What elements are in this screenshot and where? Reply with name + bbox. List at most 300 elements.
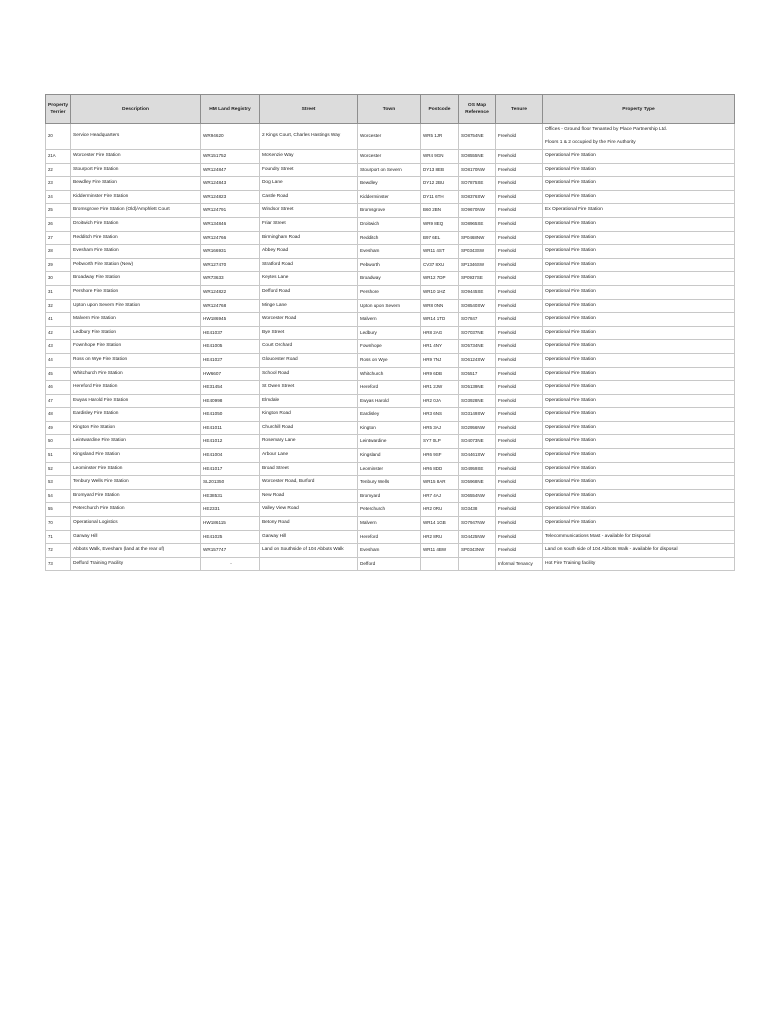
cell-description: Malvern Fire Station [71,313,201,327]
cell-description: Operational Logistics [71,517,201,531]
cell-description: Pebworth Fire Station (New) [71,258,201,272]
cell-terrier: 54 [46,489,71,503]
cell-hm-land-registry: SL201350 [201,476,260,490]
table-row [46,272,735,286]
cell-description: Evesham Fire Station [71,245,201,259]
cell-hm-land-registry: WR157747 [201,544,260,558]
table-row [46,517,735,531]
table-row [46,204,735,218]
cell-street: School Road [260,367,358,381]
cell-street: Broad Street [260,462,358,476]
cell-hm-land-registry: WR151752 [201,150,260,164]
cell-hm-land-registry: HE2331 [201,503,260,517]
cell-street: St Owen Street [260,381,358,395]
cell-description: Upton upon Severn Fire Station [71,299,201,313]
cell-terrier: 55 [46,503,71,517]
cell-town: Leintwardine [358,435,421,449]
cell-terrier: 21A [46,150,71,164]
cell-hm-land-registry: HE41017 [201,462,260,476]
cell-tenure: Freehold [496,124,543,150]
cell-os-map-reference: SO3438 [459,503,496,517]
cell-postcode: WR15 8AR [421,476,459,490]
cell-town: Droitwich [358,217,421,231]
cell-hm-land-registry: HE40998 [201,394,260,408]
property-type-line: Floors 1 & 2 occupied by the Fire Authority [545,139,636,145]
cell-street: Dog Lane [260,177,358,191]
cell-os-map-reference: SO2956NW [459,421,496,435]
cell-town: Upton upon Severn [358,299,421,313]
cell-terrier: 72 [46,544,71,558]
col-header-os-map-reference: OS Map Reference [459,95,496,124]
cell-os-map-reference: SO5517 [459,367,496,381]
cell-postcode: WR9 8EQ [421,217,459,231]
cell-hm-land-registry: HW186945 [201,313,260,327]
cell-os-map-reference: SO8540SW [459,299,496,313]
cell-tenure: Freehold [496,517,543,531]
cell-os-map-reference: SP1346SW [459,258,496,272]
property-type-line: Offices - Ground floor Tenanted by Place Partnership Ltd. [545,127,668,132]
cell-hm-land-registry: HE41011 [201,421,260,435]
cell-terrier: 30 [46,272,71,286]
table-row [46,530,735,544]
cell-hm-land-registry: HE41050 [201,408,260,422]
cell-property-type: Operational Fire Station [543,217,735,231]
cell-street: Worcester Road [260,313,358,327]
cell-os-map-reference: SO6124SW [459,353,496,367]
cell-property-type: Operational Fire Station [543,367,735,381]
cell-postcode: DY11 6TH [421,190,459,204]
cell-tenure: Freehold [496,258,543,272]
cell-town: Bromyard [358,489,421,503]
cell-os-map-reference: SO7847 [459,313,496,327]
cell-property-type: Operational Fire Station [543,435,735,449]
cell-os-map-reference: SO5968NE [459,476,496,490]
cell-terrier: 51 [46,449,71,463]
cell-os-map-reference: SO6554NW [459,489,496,503]
cell-terrier: 28 [46,245,71,259]
cell-postcode: HR1 4NY [421,340,459,354]
cell-description: Kidderminster Fire Station [71,190,201,204]
cell-property-type: Operational Fire Station [543,476,735,490]
cell-postcode: HR3 6NS [421,408,459,422]
cell-postcode [421,557,459,571]
cell-description: Tenbury Wells Fire Station [71,476,201,490]
table-row [46,326,735,340]
cell-property-type: Operational Fire Station [543,163,735,177]
cell-terrier: 53 [46,476,71,490]
cell-property-type: Operational Fire Station [543,421,735,435]
cell-town: Malvern [358,517,421,531]
cell-description: Stourport Fire Station [71,163,201,177]
cell-street: Kington Road [260,408,358,422]
cell-tenure: Freehold [496,421,543,435]
cell-street: Bye Street [260,326,358,340]
cell-terrier: 23 [46,177,71,191]
table-row [46,258,735,272]
cell-description: Hereford Fire Station [71,381,201,395]
cell-hm-land-registry: WR124791 [201,204,260,218]
cell-tenure: Freehold [496,353,543,367]
cell-property-type: Operational Fire Station [543,503,735,517]
cell-os-map-reference: SO9670NW [459,204,496,218]
table-row [46,408,735,422]
cell-tenure: Freehold [496,163,543,177]
cell-os-map-reference: SP0343SW [459,245,496,259]
cell-property-type: Operational Fire Station [543,408,735,422]
cell-description: Redditch Fire Station [71,231,201,245]
cell-terrier: 24 [46,190,71,204]
table-row [46,421,735,435]
cell-town: Redditch [358,231,421,245]
cell-terrier: 31 [46,285,71,299]
cell-os-map-reference: SO7875SE [459,177,496,191]
cell-terrier: 52 [46,462,71,476]
cell-property-type: Operational Fire Station [543,150,735,164]
cell-property-type: Operational Fire Station [543,177,735,191]
cell-property-type: Operational Fire Station [543,381,735,395]
table-row [46,217,735,231]
table-row [46,381,735,395]
cell-os-map-reference: SP0468NW [459,231,496,245]
cell-terrier: 46 [46,381,71,395]
cell-postcode: HR9 6DB [421,367,459,381]
cell-postcode: HR6 9SF [421,449,459,463]
cell-street: Arbour Lane [260,449,358,463]
cell-town: Ledbury [358,326,421,340]
cell-street: McKenzie Way [260,150,358,164]
cell-postcode: WR12 7DP [421,272,459,286]
cell-os-map-reference: SO8754NE [459,124,496,150]
cell-postcode: WR5 1JR [421,124,459,150]
cell-postcode: HR2 0RU [421,503,459,517]
cell-description: Kington Fire Station [71,421,201,435]
cell-hm-land-registry: WR124847 [201,163,260,177]
col-header-town: Town [358,95,421,124]
cell-postcode: SY7 0LP [421,435,459,449]
cell-postcode: WR8 0NN [421,299,459,313]
cell-postcode: HR2 0JA [421,394,459,408]
cell-postcode: HR7 4AJ [421,489,459,503]
cell-tenure: Freehold [496,462,543,476]
cell-hm-land-registry: WR124768 [201,299,260,313]
cell-os-map-reference: SO4461SW [459,449,496,463]
cell-town: Bromsgrove [358,204,421,218]
cell-property-type: Operational Fire Station [543,517,735,531]
col-header-hm-land-registry: HM Land Registry [201,95,260,124]
cell-street: Court Orchard [260,340,358,354]
cell-street: Windsor Street [260,204,358,218]
cell-town: Ross on Wye [358,353,421,367]
cell-property-type: Operational Fire Station [543,489,735,503]
cell-description: Bromsgrove Fire Station (Old)/Amphlett Court [71,204,201,218]
cell-hm-land-registry: WR94620 [201,124,260,150]
cell-property-type: Telecommunications Mast - available for Disposal [543,530,735,544]
table-row [46,557,735,571]
cell-os-map-reference: SO8376SW [459,190,496,204]
cell-description: Bromyard Fire Station [71,489,201,503]
cell-os-map-reference: SO8555NE [459,150,496,164]
cell-description: Bewdley Fire Station [71,177,201,191]
cell-description: Droitwich Fire Station [71,217,201,231]
cell-hm-land-registry: HE41025 [201,530,260,544]
cell-street: Land on Southside of 104 Abbots Walk [260,544,358,558]
cell-terrier: 70 [46,517,71,531]
cell-description: Garway Hill [71,530,201,544]
table-row [46,163,735,177]
table-row [46,394,735,408]
cell-hm-land-registry: - [201,557,260,571]
cell-property-type [543,124,735,150]
cell-town: Leominster [358,462,421,476]
cell-tenure: Freehold [496,530,543,544]
cell-town: Hereford [358,381,421,395]
cell-town: Pebworth [358,258,421,272]
cell-terrier: 71 [46,530,71,544]
cell-postcode: DY12 2BU [421,177,459,191]
cell-tenure: Freehold [496,449,543,463]
cell-town: Pershore [358,285,421,299]
cell-town: Worcester [358,124,421,150]
cell-os-map-reference: SO8965SE [459,217,496,231]
cell-town: Whitchurch [358,367,421,381]
cell-tenure: Freehold [496,272,543,286]
cell-postcode: WR14 1TD [421,313,459,327]
cell-town: Ewyas Harold [358,394,421,408]
cell-town: Kington [358,421,421,435]
cell-hm-land-registry: WR124822 [201,285,260,299]
cell-property-type: Operational Fire Station [543,353,735,367]
col-header-tenure: Tenure [496,95,543,124]
cell-tenure: Freehold [496,285,543,299]
cell-property-type: Operational Fire Station [543,245,735,259]
cell-postcode: WR11 4ST [421,245,459,259]
cell-town: Fownhope [358,340,421,354]
property-terrier-table [45,94,735,571]
cell-postcode: HR2 8RU [421,530,459,544]
cell-description: Abbots Walk, Evesham (land at the rear of) [71,544,201,558]
cell-hm-land-registry: WR127470 [201,258,260,272]
cell-town: Defford [358,557,421,571]
cell-property-type: Operational Fire Station [543,272,735,286]
cell-postcode: WR11 4BW [421,544,459,558]
cell-tenure: Freehold [496,231,543,245]
cell-os-map-reference: SO4959SE [459,462,496,476]
cell-postcode: HR6 8DD [421,462,459,476]
cell-street: Abbey Road [260,245,358,259]
cell-street: New Road [260,489,358,503]
cell-tenure: Freehold [496,190,543,204]
cell-terrier: 44 [46,353,71,367]
cell-postcode: DY13 8EB [421,163,459,177]
cell-tenure: Freehold [496,313,543,327]
cell-town: Stourport on Severn [358,163,421,177]
cell-terrier: 50 [46,435,71,449]
cell-hm-land-registry: WR124766 [201,231,260,245]
table-row [46,177,735,191]
cell-os-map-reference [459,557,496,571]
cell-property-type: Operational Fire Station [543,190,735,204]
cell-description: Pershore Fire Station [71,285,201,299]
cell-town: Bewdley [358,177,421,191]
table-row [46,190,735,204]
cell-tenure: Freehold [496,150,543,164]
cell-tenure: Freehold [496,408,543,422]
cell-tenure: Freehold [496,394,543,408]
cell-postcode: CV37 8XU [421,258,459,272]
cell-hm-land-registry: HW6607 [201,367,260,381]
cell-tenure: Freehold [496,245,543,259]
cell-hm-land-registry: HE41012 [201,435,260,449]
cell-tenure: Freehold [496,367,543,381]
cell-street: Keytes Lane [260,272,358,286]
cell-terrier: 29 [46,258,71,272]
col-header-property-type: Property Type [543,95,735,124]
cell-description: Worcester Fire Station [71,150,201,164]
cell-os-map-reference: SO5734NE [459,340,496,354]
cell-terrier: 41 [46,313,71,327]
cell-hm-land-registry: WR124823 [201,190,260,204]
cell-town: Evesham [358,544,421,558]
cell-terrier: 45 [46,367,71,381]
cell-hm-land-registry: WR134846 [201,217,260,231]
cell-postcode: HR5 3AJ [421,421,459,435]
cell-os-map-reference: SO4073NE [459,435,496,449]
table-row [46,449,735,463]
cell-os-map-reference: SO9445SE [459,285,496,299]
cell-hm-land-registry: HE31454 [201,381,260,395]
cell-street: Rosemary Lane [260,435,358,449]
table-row [46,544,735,558]
cell-property-type: Ex Operational Fire Station [543,204,735,218]
cell-postcode: WR10 1HZ [421,285,459,299]
cell-street: Elmdale [260,394,358,408]
cell-town: Evesham [358,245,421,259]
cell-os-map-reference: SO5139NE [459,381,496,395]
cell-tenure: Freehold [496,204,543,218]
table-row [46,245,735,259]
cell-street: Betony Road [260,517,358,531]
cell-hm-land-registry: HE41004 [201,449,260,463]
table-row [46,340,735,354]
table-row [46,231,735,245]
table-row [46,462,735,476]
cell-town: Hereford [358,530,421,544]
cell-description: Broadway Fire Station [71,272,201,286]
cell-terrier: 43 [46,340,71,354]
cell-tenure: Freehold [496,503,543,517]
cell-description: Defford Training Facility [71,557,201,571]
cell-os-map-reference: SP0937SE [459,272,496,286]
cell-tenure: Freehold [496,381,543,395]
cell-terrier: 25 [46,204,71,218]
cell-postcode: HR1 2JW [421,381,459,395]
cell-os-map-reference: SO3928NE [459,394,496,408]
cell-hm-land-registry: HE41037 [201,326,260,340]
table-row [46,353,735,367]
cell-property-type: Operational Fire Station [543,449,735,463]
cell-postcode: WR4 9GN [421,150,459,164]
cell-property-type: Operational Fire Station [543,231,735,245]
table-row [46,435,735,449]
cell-description: Service Headquarters [71,124,201,150]
cell-postcode: HR8 2AG [421,326,459,340]
cell-postcode: B97 6EL [421,231,459,245]
cell-property-type: Operational Fire Station [543,326,735,340]
cell-tenure: Freehold [496,326,543,340]
table-row [46,476,735,490]
cell-description: Peterchurch Fire Station [71,503,201,517]
col-header-terrier: Property Terrier [46,95,71,124]
cell-property-type: Operational Fire Station [543,285,735,299]
cell-street: 2 Kings Court, Charles Hastings Way [260,124,358,150]
cell-terrier: 32 [46,299,71,313]
cell-street [260,557,358,571]
cell-terrier: 48 [46,408,71,422]
cell-property-type: Operational Fire Station [543,340,735,354]
cell-terrier: 20 [46,124,71,150]
header-row [46,95,735,124]
cell-description: Ross on Wye Fire Station [71,353,201,367]
cell-tenure: Freehold [496,177,543,191]
table-row [46,150,735,164]
table-row [46,124,735,150]
table-row [46,367,735,381]
cell-terrier: 49 [46,421,71,435]
cell-property-type: Operational Fire Station [543,299,735,313]
cell-town: Worcester [358,150,421,164]
cell-tenure: Freehold [496,544,543,558]
cell-tenure: Freehold [496,299,543,313]
cell-os-map-reference: SO7947NW [459,517,496,531]
cell-street: Friar Street [260,217,358,231]
cell-terrier: 47 [46,394,71,408]
cell-description: Fownhope Fire Station [71,340,201,354]
cell-property-type: Operational Fire Station [543,258,735,272]
table-row [46,489,735,503]
cell-street: Churchill Road [260,421,358,435]
cell-tenure: Freehold [496,340,543,354]
cell-tenure: Freehold [496,489,543,503]
cell-street: Foundry Street [260,163,358,177]
cell-hm-land-registry: HE41005 [201,340,260,354]
cell-terrier: 22 [46,163,71,177]
cell-description: Eardisley Fire Station [71,408,201,422]
cell-street: Valley View Road [260,503,358,517]
cell-town: Eardisley [358,408,421,422]
cell-property-type: Operational Fire Station [543,394,735,408]
table-row [46,503,735,517]
col-header-street: Street [260,95,358,124]
cell-street: Stratford Road [260,258,358,272]
cell-os-map-reference: SO7037NE [459,326,496,340]
cell-town: Tenbury Wells [358,476,421,490]
cell-property-type: Operational Fire Station [543,313,735,327]
cell-description: Leintwardine Fire Station [71,435,201,449]
cell-postcode: B60 2BN [421,204,459,218]
table-row [46,285,735,299]
cell-street: Castle Road [260,190,358,204]
table-body [46,124,735,571]
cell-street: Defford Road [260,285,358,299]
col-header-description: Description [71,95,201,124]
cell-os-map-reference: SO8170NW [459,163,496,177]
cell-description: Whitchurch Fire Station [71,367,201,381]
cell-hm-land-registry: HE41027 [201,353,260,367]
cell-postcode: HR9 7NJ [421,353,459,367]
col-header-postcode: Postcode [421,95,459,124]
cell-terrier: 73 [46,557,71,571]
cell-town: Broadway [358,272,421,286]
